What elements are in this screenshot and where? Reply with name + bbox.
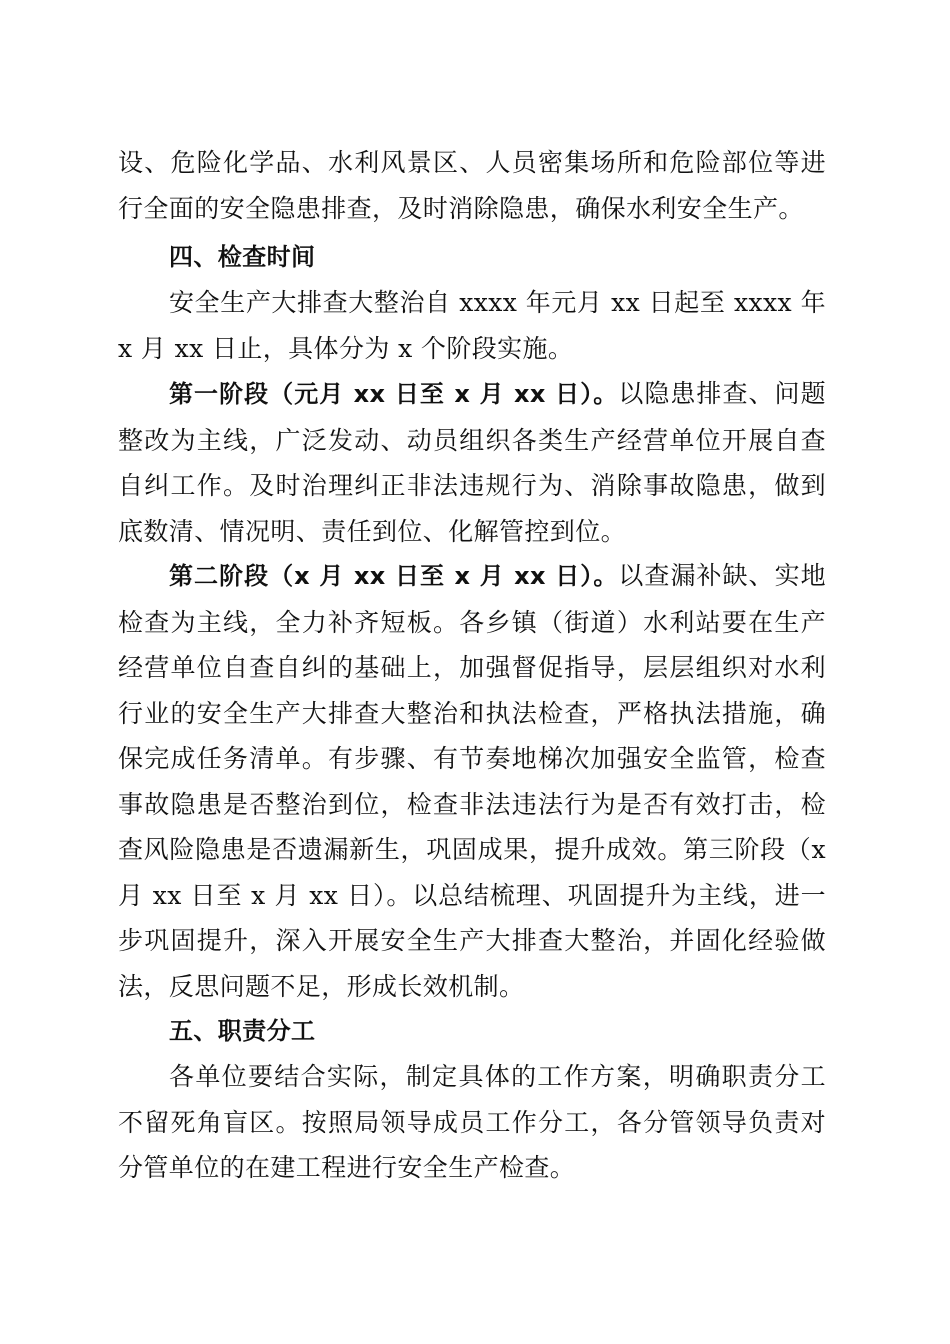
section-5-body: 各单位要结合实际，制定具体的工作方案，明确职责分工不留死角盲区。按照局领导成员工作分工，各分管领导负责对分管单位的在建工程进行安全生产检查。 (118, 1062, 826, 1182)
section-4-intro (118, 280, 826, 371)
continued-paragraph (118, 140, 826, 231)
stage-1-body: 以隐患排查、问题整改为主线，广泛发动、动员组织各类生产经营单位开展自查自纠工作。及时治理纠正非法违规行为、消除事故隐患，做到底数清、情况明、责任到位、化解管控到位。 (118, 379, 826, 546)
continued-paragraph-text: 设、危险化学品、水利风景区、人员密集场所和危险部位等进行全面的安全隐患排查，及时消除隐患，确保水利安全生产。 (118, 148, 826, 223)
section-4-intro-text: 安全生产大排查大整治自 xxxx 年元月 xx 日起至 xxxx 年 x 月 xx 日止，具体分为 x 个阶段实施。 (118, 288, 826, 363)
stage-2-body: 以查漏补缺、实地检查为主线，全力补齐短板。各乡镇（街道）水利站要在生产经营单位自查自纠的基础上，加强督促指导，层层组织对水利行业的安全生产大排查大整治和执法检查，严格执法措施，确保完成任务清单。有步骤、有节奏地梯次加强安全监管，检查事故隐患是否整治到位，检查非法违法行为是否有效打击，检查风险隐患是否遗漏新生，巩固成果，提升成效。第三阶段（x 月 xx 日至 x 月 xx 日）。以总结梳理、巩固提升为主线，进一步巩固提升，深入开展安全生产大排查大整治，并固化经验做法，反思问题不足，形成长效机制。 (118, 561, 826, 1001)
section-4-heading: 四、检查时间 (169, 243, 316, 271)
stage-2-paragraph (118, 553, 826, 1009)
stage-2-lead: 第二阶段（x 月 xx 日至 x 月 xx 日）。 (169, 562, 619, 590)
section-5-heading: 五、职责分工 (169, 1017, 316, 1045)
section-5-paragraph (118, 1054, 826, 1191)
stage-1-lead: 第一阶段（元月 xx 日至 x 月 xx 日）。 (169, 380, 619, 408)
stage-1-paragraph (118, 371, 826, 554)
